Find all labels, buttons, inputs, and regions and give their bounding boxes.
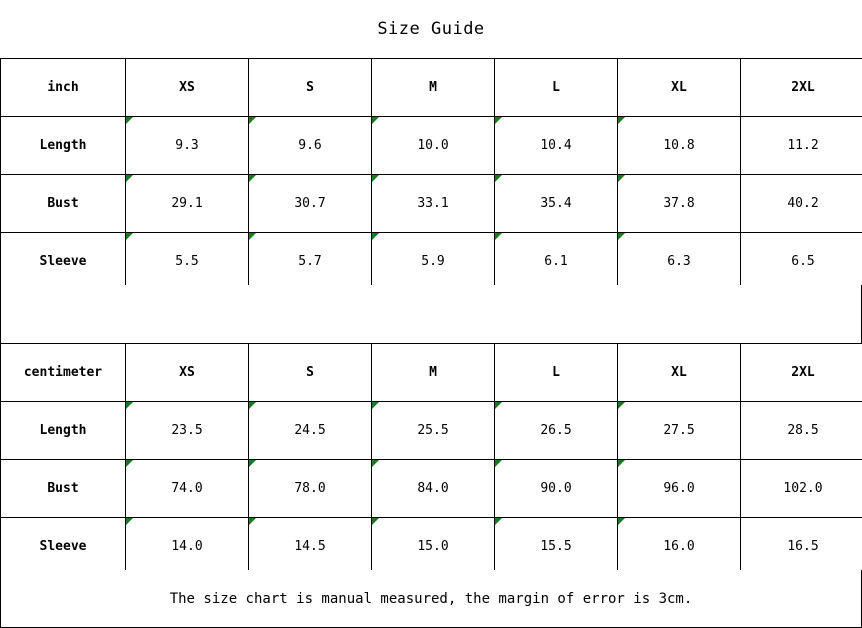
cell-inch-length-l: 10.4 — [495, 117, 618, 175]
cell-cm-sleeve-2xl: 16.5 — [741, 518, 862, 576]
row-label-bust: Bust — [1, 460, 126, 518]
size-header-2xl: 2XL — [741, 59, 862, 117]
size-table-inch — [0, 58, 862, 291]
cell-cm-bust-s: 78.0 — [249, 460, 372, 518]
table-separator — [0, 285, 862, 343]
size-header-m: M — [372, 59, 495, 117]
size-header-l: L — [495, 344, 618, 402]
cell-inch-bust-xs: 29.1 — [126, 175, 249, 233]
table-header-row — [1, 344, 862, 402]
table-row — [1, 460, 862, 518]
table-row — [1, 233, 862, 291]
size-header-s: S — [249, 59, 372, 117]
cell-inch-sleeve-xl: 6.3 — [618, 233, 741, 291]
cell-cm-bust-l: 90.0 — [495, 460, 618, 518]
cell-cm-sleeve-s: 14.5 — [249, 518, 372, 576]
cell-inch-length-2xl: 11.2 — [741, 117, 862, 175]
row-label-sleeve: Sleeve — [1, 518, 126, 576]
page-title: Size Guide — [377, 19, 485, 39]
table-row — [1, 518, 862, 576]
unit-header-inch: inch — [1, 59, 126, 117]
cell-cm-sleeve-m: 15.0 — [372, 518, 495, 576]
size-header-2xl: 2XL — [741, 344, 862, 402]
cell-cm-bust-xs: 74.0 — [126, 460, 249, 518]
cell-inch-length-s: 9.6 — [249, 117, 372, 175]
size-header-xl: XL — [618, 59, 741, 117]
table-header-row — [1, 59, 862, 117]
table-row — [1, 117, 862, 175]
cell-cm-length-l: 26.5 — [495, 402, 618, 460]
cell-inch-length-xs: 9.3 — [126, 117, 249, 175]
cell-cm-bust-xl: 96.0 — [618, 460, 741, 518]
measurement-footnote: The size chart is manual measured, the margin of error is 3cm. — [0, 570, 862, 628]
size-header-l: L — [495, 59, 618, 117]
row-label-length: Length — [1, 117, 126, 175]
size-table-centimeter — [0, 343, 862, 576]
cell-inch-bust-xl: 37.8 — [618, 175, 741, 233]
cell-cm-bust-m: 84.0 — [372, 460, 495, 518]
cell-inch-sleeve-2xl: 6.5 — [741, 233, 862, 291]
cell-cm-length-xl: 27.5 — [618, 402, 741, 460]
cell-cm-sleeve-l: 15.5 — [495, 518, 618, 576]
table-row — [1, 402, 862, 460]
cell-inch-bust-s: 30.7 — [249, 175, 372, 233]
size-header-xs: XS — [126, 59, 249, 117]
cell-cm-length-m: 25.5 — [372, 402, 495, 460]
cell-inch-bust-2xl: 40.2 — [741, 175, 862, 233]
size-header-m: M — [372, 344, 495, 402]
row-label-length: Length — [1, 402, 126, 460]
cell-inch-sleeve-xs: 5.5 — [126, 233, 249, 291]
cell-cm-sleeve-xs: 14.0 — [126, 518, 249, 576]
row-label-sleeve: Sleeve — [1, 233, 126, 291]
cell-inch-sleeve-m: 5.9 — [372, 233, 495, 291]
cell-inch-bust-m: 33.1 — [372, 175, 495, 233]
size-header-xl: XL — [618, 344, 741, 402]
cell-inch-bust-l: 35.4 — [495, 175, 618, 233]
cell-cm-bust-2xl: 102.0 — [741, 460, 862, 518]
size-header-s: S — [249, 344, 372, 402]
cell-cm-sleeve-xl: 16.0 — [618, 518, 741, 576]
cell-cm-length-2xl: 28.5 — [741, 402, 862, 460]
row-label-bust: Bust — [1, 175, 126, 233]
table-row — [1, 175, 862, 233]
size-header-xs: XS — [126, 344, 249, 402]
cell-inch-length-m: 10.0 — [372, 117, 495, 175]
cell-inch-sleeve-s: 5.7 — [249, 233, 372, 291]
cell-cm-length-xs: 23.5 — [126, 402, 249, 460]
cell-inch-length-xl: 10.8 — [618, 117, 741, 175]
cell-cm-length-s: 24.5 — [249, 402, 372, 460]
unit-header-centimeter: centimeter — [1, 344, 126, 402]
cell-inch-sleeve-l: 6.1 — [495, 233, 618, 291]
